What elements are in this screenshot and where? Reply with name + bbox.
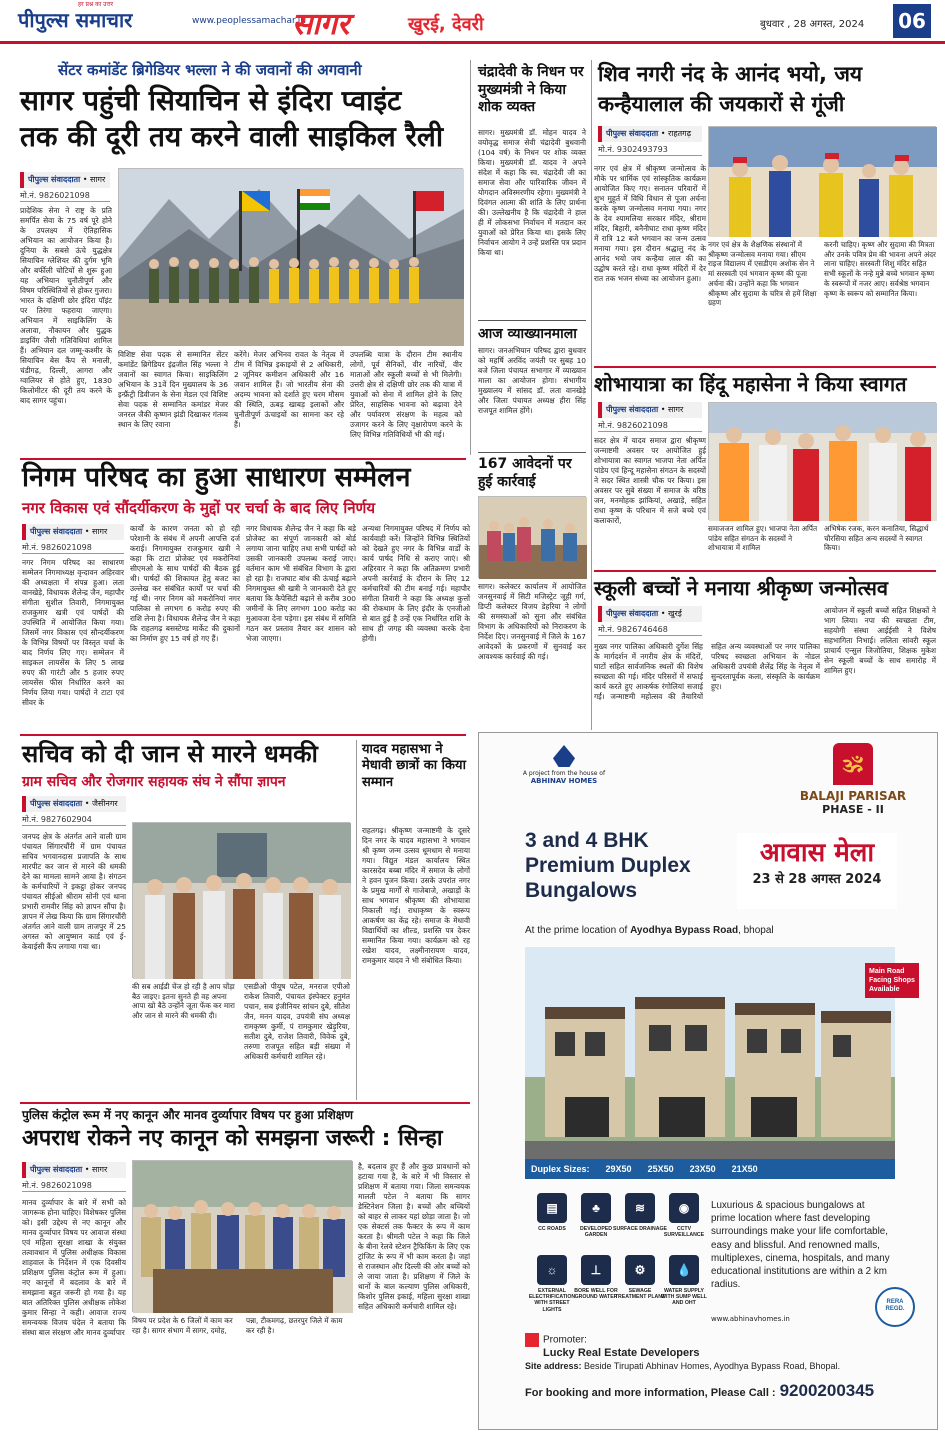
nigam-col-3: नगर विधायक शैलेन्द्र जैन ने कहा कि बड़े प्रोजेक्ट का संपूर्ण जानकारी को बोर्ड लगाया जाना चाहिए तथा सभी पार्षदों को उसकी जानकारी उपलब्ध कराई जाए। वर्तमान काम भी संबंधित विभाग के द्वारा हो रहा है। राजघाट बांध की ऊंचाई बढ़ाने निगमायुक्त श्री खत्री ने जानकारी देते हुए बताया कि कैपेसिटी बढ़ाने से करीब 300 जमीनों के लिए लगभग 100 करोड़ का मुआवजा देना पड़ेगा। इस संबंध में समिति गठन कर प्रस्ताव तैयार कर शासन को भेजा जाएगा। xyxy=(246,524,356,643)
police-headline: अपराध रोकने नए कानून को समझना जरूरी : सिन्हा xyxy=(22,1126,443,1151)
bungalow-rendering xyxy=(525,947,915,1179)
threat-headline: सचिव को दी जान से मारने धमकी xyxy=(22,740,318,768)
balaji-parisar-brand xyxy=(793,743,913,816)
hearing-photo xyxy=(478,496,586,578)
mela-dates: 23 से 28 अगस्त 2024 xyxy=(752,872,882,887)
school-byline: पीपुल्स संवाददाता • खुरई xyxy=(598,606,702,622)
training-group-image xyxy=(133,1161,353,1313)
threat-byline: पीपुल्स संवाददाता • जैसीनगर xyxy=(22,796,126,812)
school-headline: स्कूली बच्चों ने मनाया श्रीकृष्ण जन्मोत्सव xyxy=(594,576,888,600)
page-number: 06 xyxy=(893,4,931,38)
procession-image xyxy=(709,403,937,521)
phone-number[interactable]: 9200200345 xyxy=(779,1381,875,1400)
size-option: 21X50 xyxy=(731,1164,758,1174)
sizes-label: Duplex Sizes: xyxy=(531,1164,590,1174)
newspaper-logo[interactable] xyxy=(18,1,133,33)
police-kicker: पुलिस कंट्रोल रूम में नए कानून और मानव दुर्व्यापार विषय पर हुआ प्रशिक्षण xyxy=(22,1108,354,1122)
amenity-item: ▤ CC ROADS xyxy=(525,1193,579,1232)
janmashtami-photo xyxy=(708,126,936,236)
cycle-headline-2: तक की दूरी तय करने वाली साइकिल रैली xyxy=(20,120,444,153)
police-mobile: मो.नं. 9826021098 xyxy=(22,1180,126,1192)
yadav-text: राहतगढ़। श्रीकृष्ण जन्माष्टमी के दूसरे दिन नगर के यादव महासभा ने भगवान श्री कृष्ण जन्म उत्सव धूमधाम से मनाया गया। विद्युत मंडल कार्यालय स्थित कारसदेव बब्बा मंदिर में समाज के लोगों ने हवन पूजन किया। उसके उपरांत नगर के प्रमुख मार्गों से गाजेबाजे, अखाड़ों के साथ भगवान श्रीकृष्ण की शोभायात्रा निकाली गई। राधाकृष्ण के स्वरूप आकर्षण का केंद्र रहे। समाज के मेधावी विद्यार्थियों का शील्ड, प्रशस्ति पत्र देकर सम्मानित किया गया। कार्यक्रम को रह रखेश यादव, लक्ष्मीनारायण यादव, रामकुमार यादव ने भी संबोधित किया। xyxy=(362,826,470,965)
builder-logo-line-2: ABHINAV HOMES xyxy=(530,777,598,785)
column-divider xyxy=(356,740,357,1100)
cycle-byline: पीपुल्स संवाददाता • सागर xyxy=(20,172,110,188)
shobhayatra-byline: पीपुल्स संवाददाता • सागर xyxy=(598,402,702,418)
nigam-headline: निगम परिषद का हुआ साधारण सम्मेलन xyxy=(22,462,411,493)
ad-location: At the prime location of Ayodhya Bypass Road, bhopal xyxy=(525,925,774,936)
ad-description: Luxurious & spacious bungalows at prime location where fast developing surroundings make your life comfortable, easy and blissful. And renowned malls, multiplexes, cinema, hospitals, and many educational institutions are within a 2 km radius. xyxy=(711,1200,890,1291)
abhinav-homes-logo xyxy=(519,745,609,785)
threat-subhead: ग्राम सचिव और रोजगार सहायक संघ ने सौंपा ज्ञापन xyxy=(22,774,286,790)
nigam-subhead: नगर विकास एवं सौंदर्यीकरण के मुद्दों पर चर्चा के बाद लिए निर्णय xyxy=(22,499,376,517)
school-mobile: मो.नं. 9826746468 xyxy=(598,624,702,636)
duplex-sizes-bar xyxy=(525,1159,895,1179)
sewage-icon: ⚙ xyxy=(625,1255,655,1285)
amenity-item: ☼ EXTERNAL ELECTRIFICATION WITH STREET LIGHTS xyxy=(525,1255,579,1313)
cycle-kicker: सेंटर कमांडेंट ब्रिगेडियर भल्ला ने की जवानों की अगवानी xyxy=(58,61,362,79)
janmashtami-mobile: मो.नं. 9302493793 xyxy=(598,144,702,156)
nigam-mobile: मो.नं. 9826021098 xyxy=(22,542,124,554)
awas-mela-banner xyxy=(737,833,897,909)
threat-caption: की सब आईडी चेंज हो रही है आप चोंड़ा बैठ जाइए। इतना सुनते ही वह अपना आपा खो बैठे उन्होंने जूता फेंक कर मारा और जान से मारने की धमकी दी। xyxy=(132,982,235,1021)
threat-mobile: मो.नं. 9827602904 xyxy=(22,814,126,826)
janmashtami-byline: पीपुल्स संवाददाता • राहतगढ़ xyxy=(598,126,702,142)
janmashtami-caption-1: नगर एवं क्षेत्र के शैक्षणिक संस्थानों में श्रीकृष्ण जन्मोत्सव मनाया गया। सीएम राइज विद्यालय में एसडीएम अशोक सेन ने मां सरस्वती एवं भगवान कृष्ण की पूजा अर्चना की। उन्होंने कहा कि भगवान श्रीकृष्ण और सुदामा के चरित्र से हमें शिक्षा ग्रहण xyxy=(708,240,817,308)
applications-text: सागर। कलेक्टर कार्यालय में आयोजित जनसुनवाई में सिटी मजिस्ट्रेट जूही गर्ग, डिप्टी कलेक्टर विजय डेहरिया ने लोगों की समस्याओं को सुना और संबंधित विभाग के अधिकारियों को निराकरण के निर्देश दिए। जनसुनवाई में जिले के 167 आवेदकों के प्रकरणों में सुनवाई कर आवश्यक कार्रवाई की गई। xyxy=(478,582,586,661)
edition-title: सागर xyxy=(292,7,350,42)
house-logo-icon xyxy=(553,745,575,767)
nigam-col-2: कार्यों के कारण जनता को हो रही परेशानी के संबंध में अपनी आपत्ति दर्ज कराई। निगमायुक्त राजकुमार खत्री ने कहा कि टाटा प्रोजेक्ट एवं मकरोनियां सीएमओ के साथ पार्षदों की बैठक हुई थी। पार्षदों की शिकायत हेतु बजट का उल्लेख कर संबंधित कार्यों पर चर्चा की गई थी। नगर निगम को मकरोनियां नगर पालिका से लगभग 6 करोड़ रुपए की राशि लेना है। विधायक शैलेन्द्र जैन ने कहा कि राहतगढ़ बसस्टेण्ड मार्केट की दुकानों का निर्माण हुए 15 वर्ष हो गए हैं। xyxy=(130,524,240,643)
publication-date: बुधवार , 28 अगस्त, 2024 xyxy=(760,19,865,30)
shobhayatra-caption-1: समाजजन शामिल हुए। भाजपा नेता अर्पित पांडेय सहित संगठन के सदस्यों ने शोभायात्रा में शामिल xyxy=(708,524,818,553)
threat-text-2: एसडीओ पीयूष पटेल, मनराज एपीओ राकेश तिवारी, पंचायत इंस्पेक्टर हनुमंत पचान, सब इंजीनियर सांचन दुबे, सीतेश जैन, मनन यादव, उपयंत्री संघ अध्यक्ष रामकृष्ण कुर्मी, पं रामकुमार खेड़ुरिया, सतीश दुबे, राजेश तिवारी, विवेक दुबे, तरुणा राजपूत सहित बड़ी संख्या में अधिकारी कर्मचारी शामिल रहे। xyxy=(244,982,350,1061)
shobhayatra-caption-2: अभिषेक रजक, करन कनातिया, सिद्धार्थ चौरसिया सहित अन्य सदस्यों ने स्वागत किया। xyxy=(824,524,929,553)
cycle-headline-1: सागर पहुंची सियाचिन से इंदिरा प्वाइंट xyxy=(20,84,402,117)
threat-text: जनपद क्षेत्र के अंतर्गत आने वाली ग्राम पंचायत सिंगारचौंरी में ग्राम पंचायत सचिव भगवानदास प्रजापति के साथ मारपीट कर जान से मारने की धमकी देने का मामला सामने आया है। संगठन के कर्मचारियों ने इकट्ठा होकर जनपद पंचायत सीईओ श्रीराम सोनी एवं थाना प्रभारी रामवीर सिंह को ज्ञापन सौंपा है। ज्ञापन में लेख किया कि ग्राम सिंगारचौंरी अंतर्गत आने वाली ग्राम ताजपुर में 25 अगस्त को आयुष्मान कार्ड एवं ई-केवाईसी कैंप लगाया गया था। xyxy=(22,832,126,951)
borewell-icon: ⊥ xyxy=(581,1255,611,1285)
shobhayatra-mobile: मो.नं. 9826021098 xyxy=(598,420,702,432)
nigam-col-4: अन्यथा निगमायुक्त परिषद में निर्णय को कार्यवाही करें। जिन्होंने विभिन्न स्थितियों को देखते हुए नगर के विभिन्न वार्डों के कार्य पार्षद निधि से कराए जाएं। श्री अहिरवार ने कहा कि अतिक्रमण प्रभारी अपनी कार्रवाई के दौरान के लिए 12 कर्मचारियों की टीम बनाई गई। महापौर संगीता तिवारी ने कहा कि अध्यक्ष कुत्तों की रोकथाम के लिए इंदौर के एनजीओ से बात हुई है उन्हें एक निर्धारित राशि के साथ ही जगह की व्यवस्था करके देना होगी। xyxy=(362,524,470,643)
size-option: 29X50 xyxy=(605,1164,632,1174)
main-road-tag: Main Road Facing Shops Available xyxy=(865,963,919,998)
section-rule xyxy=(20,458,466,460)
janmashtami-headline-1: शिव नगरी नंद के आनंद भयो, जय xyxy=(598,62,863,86)
booking-call: For booking and more information, Please Call : 9200200345 xyxy=(525,1381,875,1400)
janmashtami-headline-2: कन्हैयालाल की जयकारों से गूंजी xyxy=(598,92,845,116)
police-text: मानव दुर्व्यापार के बारे में सभी को जागरूक होना चाहिए। विशेषकर पुलिस को। इसी उद्देश्य से नए कानून और मानव दुर्व्यापार विषय पर आवाज संस्था एवं महिला सुरक्षा शाखा के संयुक्त तत्वावधान में पुलिस अधीक्षक विकास शाहवाल के निर्देशन में एक दिवसीय प्रशिक्षण पुलिस कंट्रोल रूम में हुआ। नए कानूनों में बदलाव के बारे में समझाना बहुत जरूरी हो गया है। यह बात अतिरिक्त पुलिस अधीक्षक लोकेश कुमार सिन्हा ने कही। आवाज राज्य समन्वयक विजय चंदेल ने बताया कि संस्था बाल संरक्षण और मानव दुर्व्यापार xyxy=(22,1198,126,1337)
amenity-item: ≋ SURFACE DRAINAGE xyxy=(613,1193,667,1232)
website-link[interactable]: www.peoplessamachar.in xyxy=(192,16,306,26)
school-text: मुख्य नगर पालिका अधिकारी दुर्गेश सिंह के मार्गदर्शन में नगरीय क्षेत्र के मंदिरों, घाटों सहित सार्वजनिक स्थलों की विशेष स्वच्छता की गई। मंदिर परिसरों में सफाई कार्य करते हुए आकर्षक रंगोलियां सजाई गईं। जन्माष्टमी महोत्सव की तैयारियों सहित अन्य व्यवस्थाओं पर नगर पालिका परिषद स्वच्छता अभियान के नोडल अधिकारी उपयंत्री शैलेंद्र सिंह के नेतृत्व में सुन्दरतापूर्वक कला, संस्कृति के कार्यक्रम हुए। xyxy=(594,642,820,701)
promoter-line: Promoter: Lucky Real Estate Developers xyxy=(525,1333,700,1359)
logo-tagline: हर प्रश्न का उत्तर xyxy=(78,1,114,8)
amenity-item: ♣ DEVELOPED GARDEN xyxy=(569,1193,623,1238)
divider xyxy=(478,320,586,321)
section-rule xyxy=(20,1102,470,1104)
cc-roads-icon: ▤ xyxy=(537,1193,567,1223)
cycle-col-2: विशिष्ट सेवा पदक से सम्मानित सेंटर कमांडेंट ब्रिगेडियर इंद्रजीत सिंह भल्ला ने जवानों का स्वागत किया। साइकिलिंग अभियान के 31वें दिन मुख्यालय के 36 इन्फ्रैंट्री डिवीजन के सेना मेडल एवं विशिष्ट सेवा पदक से सम्मानित कमांडर मेजर जनरल जैकी कृष्णन झंडी दिखाकर गंतव्य स्थान के लिए रवाना xyxy=(118,350,228,429)
cycle-col-3: करेंगे। मेजर अभिनव रावत के नेतृत्व में टीम में विभिन्न इकाइयों से 2 अधिकारी, 2 जूनियर कमीशन अधिकारी और 16 जवान शामिल हैं। जो भारतीय सेना की अदम्य भावना को दर्शाते हुए चरम मौसम की स्थिति, ऊबड़ खाबड़ इलाकों और चुनौतीपूर्ण ऊंचाइयों का सामना कर रहे हैं। xyxy=(234,350,344,429)
cm-text: सागर। मुख्यमंत्री डॉ. मोहन यादव ने वयोवृद्ध समाज सेवी चंद्रादेवी बुधवानी (104 वर्ष) के निधन पर शोक व्यक्त किया। मुख्यमंत्री डॉ. यादव ने अपने संदेश में कहा कि स्व. चंद्रादेवी जी का समाज सेवा और पारिवारिक जीवन में योगदान अविस्मरणीय रहेगा। मुख्यमंत्री ने दिवंगत आत्मा की शांति के लिए प्रार्थना की। उल्लेखनीय है कि चंद्रादेवी ने हाल ही में लोकसभा निर्वाचन में मतदान कर युवाओं को प्रेरित किया था। इसके लिए निर्वाचन आयोग ने उन्हें प्रशस्ति पत्र प्रदान किया था। xyxy=(478,128,586,257)
drainage-icon: ≋ xyxy=(625,1193,655,1223)
police-byline: पीपुल्स संवाददाता • सागर xyxy=(22,1162,126,1178)
site-address: Site address: Beside Tirupati Abhinav Homes, Ayodhya Bypass Road, Bhopal. xyxy=(525,1361,841,1371)
street-light-icon: ☼ xyxy=(537,1255,567,1285)
cycle-col-4: उपलब्धि यात्रा के दौरान टीम स्थानीय लोगों, पूर्व सैनिकों, वीर नारियों, वीर माताओं और स्कूली बच्चों से भी मिलेगी। उत्तरी क्षेत्र से दक्षिणी छोर तक की यात्रा में युवाओं को सेना में शामिल होने के लिए प्रेरित, साहसिक भावना को बढ़ावा देने और पर्यावरण संरक्षण के महत्व को उजागर करने के लिए वृक्षारोपण करने के लिए विभिन्न गतिविधियों भी की गई। xyxy=(350,350,462,439)
cycle-col-1: प्रादेशिक सेना ने राष्ट्र के प्रति समर्पित सेवा के 75 वर्ष पूरे होने के उपलक्ष्य में ऐतिहासिक अभियान का आयोजन किया है। दुनिया के सबसे ऊंचे युद्धक्षेत्र सियाचिन ग्लेशियर की दुर्गम भूमि और बर्फीली चोटियों से शुरू हुआ यह अभियान चुनौतीपूर्ण और विषम परिस्थितियों से होकर गुजरा। भारत के दक्षिणी छोर इंदिरा पॉइंट पर तिरंगा फहराया जाएगा। अभियान में साइकिलिंग के अलावा, नौकायन और युद्धक डाइविंग जैसी गतिविधियां शामिल हैं। अभियान दल जम्मू-कश्मीर के सियाचिन बेस कैंप से मनाली, चंडीगढ़, दिल्ली, आगरा और ग्वालियर से होते हुए, 1830 किलोमीटर की दूरी तय करने के बाद सागर पहुंचा। xyxy=(20,206,112,405)
public-hearing-image xyxy=(479,497,587,579)
mela-title: आवास मेला xyxy=(759,838,875,868)
memorandum-group-image xyxy=(133,823,351,979)
cycle-rally-photo xyxy=(118,168,463,345)
school-text-2: आयोजन में स्कूली बच्चों सहित शिक्षकों ने भाग लिया। नपा की स्वच्छता टीम, सहयोगी संस्था आईईसी ने विशेष सहभागिता निभाई। ललिता सांवरी स्कूल प्राचार्य एन्सुल जिजोतिया, शिक्षक मुकेश सेन स्कूली बच्चों के साथ समारोह में शामिल हुए। xyxy=(824,606,936,675)
cycle-mobile: मो.नं. 9826021098 xyxy=(20,190,110,202)
promoter-name: Lucky Real Estate Developers xyxy=(543,1347,700,1359)
garden-icon: ♣ xyxy=(581,1193,611,1223)
size-option: 23X50 xyxy=(689,1164,716,1174)
masthead xyxy=(0,0,945,44)
nigam-col-1: नगर निगम परिषद का साधारण सम्मेलन निगमाध्यक्ष वृन्दावन अहिरवार की अध्यक्षता में संपन्न हुआ। लता वानखेड़े, विधायक शैलेन्द्र जैन, महापौर संगीता सुशील तिवारी, निगमायुक्त राजकुमार खत्री एवं पार्षदों की उपस्थिति में आयोजित किया गया। जिसमें नगर विकास एवं सौन्दर्यीकरण के विभिन्न विषयों पर विस्तृत चर्चा के बाद निर्णय लिए गए। सम्मेलन में साइकल लायसेंस के लिए 5 लाख रुपए की गारंटी और 5 हजार रुपए लायसेंस फीस निर्धारित करने का निर्णय लिया गया। पार्षदों ने टाटा एवं सीवर के xyxy=(22,558,124,707)
applications-headline: 167 आवेदनों पर हुई कार्रवाई xyxy=(478,456,572,490)
amenity-item: 💧 WATER SUPPLY WITH SUMP WELL AND OHT xyxy=(657,1255,711,1307)
amenities-grid xyxy=(525,1193,707,1323)
shobhayatra-text: सदर क्षेत्र में यादव समाज द्वारा श्रीकृष्ण जन्माष्टमी अवसर पर आयोजित हुई शोभायात्रा का स्वागत भाजपा नेता अर्पित पांडेय एवं हिन्दू महासेना संगठन के सदस्यों ने सदर स्थित शास्त्री चौक पर किया। इस अवसर पर सुबे संख्या में समाज के वरिष्ठ जन, मनमोहक झांकियां, अखाड़े, सहित राधा कृष्ण के परिधान में सजे बच्चे एवं कलाकारों, xyxy=(594,436,706,525)
threat-photo xyxy=(132,822,350,978)
police-photo xyxy=(132,1160,352,1312)
shobhayatra-headline: शोभायात्रा का हिंदू महासेना ने किया स्वागत xyxy=(594,372,907,396)
logo-text: पीपुल्स समाचार xyxy=(18,8,133,32)
janmashtami-caption-2: करनी चाहिए। कृष्ण और सुदामा की मित्रता और उनके पवित्र प्रेम की भावना अपने अंदर लाना चाहिए। सरस्वती शिशु मंदिर सहित सभी स्कूलों के नन्हे मुन्ने बच्चे भगवान कृष्ण के स्वरूपों में नजर आए। सर्वश्रेष्ठ भगवान कृष्ण के स्वरूप को सम्मानित किया। xyxy=(824,240,936,298)
mountain-group-image xyxy=(119,169,464,346)
children-krishna-image xyxy=(709,127,937,237)
brand-phase: PHASE - II xyxy=(822,803,884,816)
cctv-icon: ◉ xyxy=(669,1193,699,1223)
bungalow-image xyxy=(525,947,895,1179)
police-col-3: है, बदलाव हुए हैं और कुछ प्रावधानों को हटाया गया है, के बारे में भी विस्तार से प्रशिक्षण में बताया गया। जिला समन्वयक मालती पटेल ने बताया कि सागर डेस्टिनेशन जिला है। बच्चों और बच्चियों को बाहर से लाकर यहां छोड़ा जाता है। जो एक सेक्टर्स तक फैक्टर के रूप में काम करता है। श्रीमती पटेल ने कहा कि जिले के बीना रेलवे स्टेशन ट्रैफिकिंग के लिए एक ट्रांजिट के रूप में भी काम करता है। जहां से राजस्थान और दिल्ली की ओर बच्चों को ले जाया जाता है। प्रशिक्षण में जिले के थानों के बाल कल्याण पुलिस अधिकारी, किशोर पुलिस इकाई, महिला सुरक्षा शाखा सहित अधिकारी कर्मचारी शामिल रहे। xyxy=(358,1162,470,1311)
yadav-headline: यादव महासभा ने मेधावी छात्रों का किया सम्मान xyxy=(362,742,466,790)
promoter-logo-icon xyxy=(525,1333,539,1347)
edition-subtitle: खुरई, देवरी xyxy=(408,14,484,35)
column-divider xyxy=(591,60,592,730)
amenity-item: ⊥ BORE WELL FOR GROUND WATER xyxy=(569,1255,623,1300)
builder-logo-line-1: A project from the house of xyxy=(522,770,606,777)
lecture-headline: आज व्याख्यानमाला xyxy=(478,326,577,342)
water-icon: 💧 xyxy=(669,1255,699,1285)
section-rule xyxy=(20,734,466,736)
cm-headline: चंद्रादेवी के निधन पर मुख्यमंत्री ने किया शोक व्यक्त xyxy=(478,64,584,115)
janmashtami-text: नगर एवं क्षेत्र में श्रीकृष्ण जन्मोत्सव के मौके पर धार्मिक एवं सांस्कृतिक कार्यक्रम आयोजित किए गए। सनातन परिवारों में शुभ मुहूर्त में विधि विधान से पूजा अर्चना करके कृष्ण जन्मोत्सव मनाया गया। नगर के देव श्यामलिया सरकार मंदिर, श्रीराम मंदिर, बिहारी, बनैनीघाट राधा कृष्ण मंदिर में रात्रि 12 बजे भगवान का जन्म उत्सव मनाया गया। इस दौरान श्रद्धालु नंद के आनंद भयो जय कन्हैया लाल की का उद्घोष करते रहे। राधा कृष्ण मंदिरों में देर रात तक भजन संध्या का आयोजन हुआ। xyxy=(594,164,706,283)
divider xyxy=(478,452,586,453)
brand-name: BALAJI PARISAR xyxy=(799,789,907,803)
rera-badge: RERA REGD. xyxy=(875,1287,915,1327)
lecture-text: सागर। जनअभियान परिषद द्वारा बुधवार को महर्षि अरविंद जयंती पर सुबह 10 बजे जिला पंचायत सभागार में व्याख्यान माला का आयोजन होगा। संभागीय मुख्यालय में सांसद डॉ. लता वानखेड़े और जिला पंचायत अध्यक्ष हीरा सिंह राजपूत शामिल होंगे। xyxy=(478,346,586,415)
column-divider xyxy=(470,60,471,455)
amenity-item: ◉ CCTV SURVEILLANCE xyxy=(657,1193,711,1238)
brand-emblem-icon: 🕉 xyxy=(833,743,873,785)
real-estate-advertisement[interactable] xyxy=(478,732,938,1430)
shobhayatra-photo xyxy=(708,402,936,520)
size-option: 25X50 xyxy=(647,1164,674,1174)
nigam-byline: पीपुल्स संवाददाता • सागर xyxy=(22,524,124,540)
section-rule xyxy=(594,570,936,572)
amenity-item: ⚙ SEWAGE TREATMENT PLANT xyxy=(613,1255,667,1300)
police-caption: विषय पर प्रदेश के 6 जिलों में काम कर रहा है। सागर संभाग में सागर, दमोह, पन्ना, टीकमगढ़, छतरपुर जिले में काम कर रही है। xyxy=(132,1316,343,1335)
section-rule xyxy=(594,366,936,368)
ad-website-link[interactable]: www.abhinavhomes.in xyxy=(711,1315,790,1323)
ad-headline: 3 and 4 BHK Premium Duplex Bungalows xyxy=(525,829,691,903)
